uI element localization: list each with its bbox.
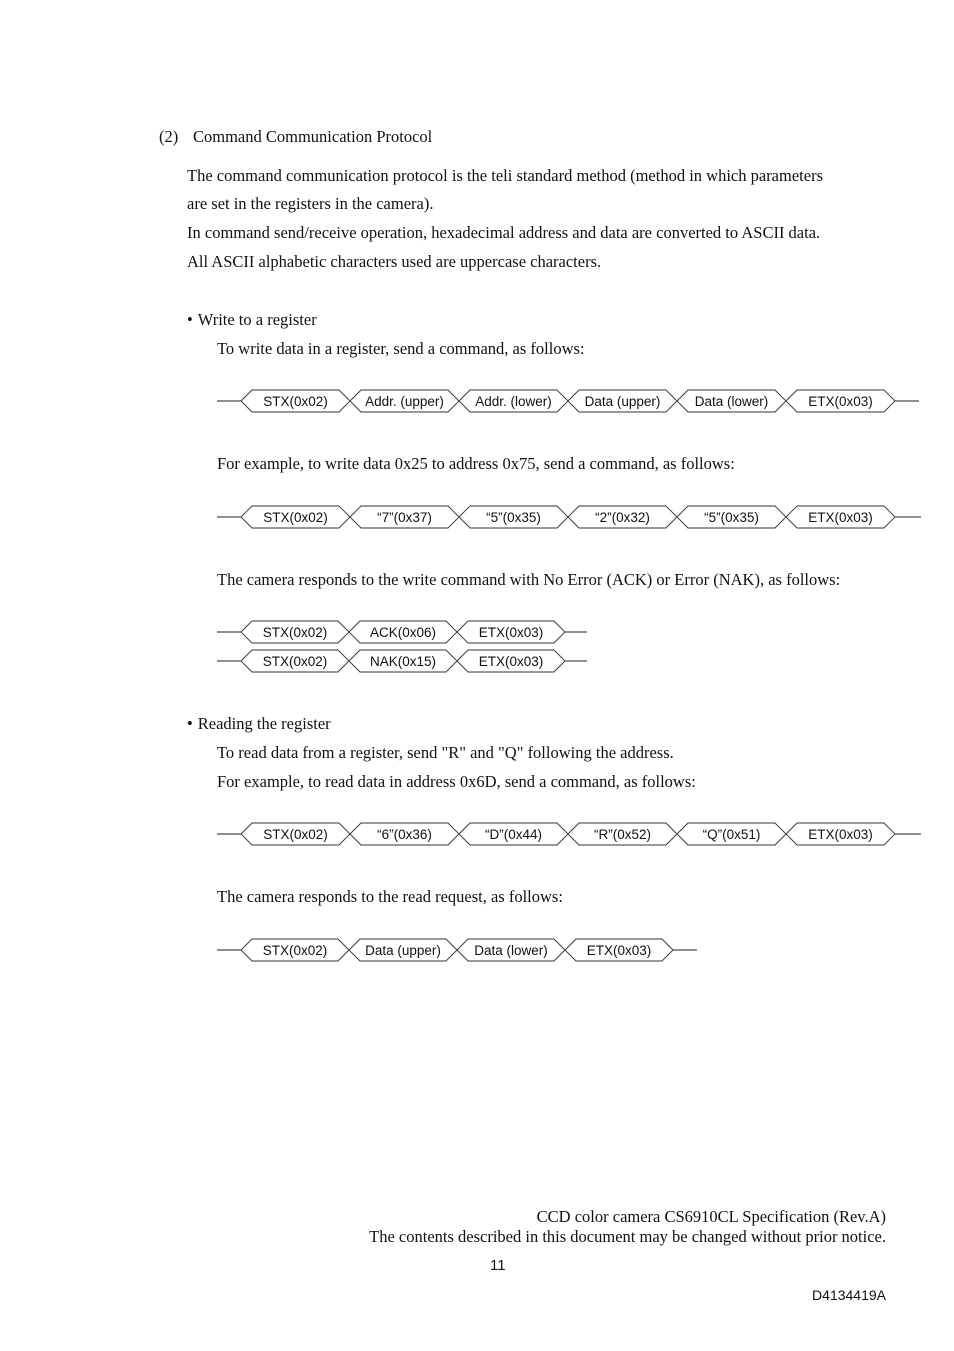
write-response-desc: The camera responds to the write command with No Error (ACK) or Error (NAK), as follows: xyxy=(217,570,841,589)
write-example-desc: For example, to write data 0x25 to address 0x75, send a command, as follows: xyxy=(217,454,735,473)
sequence-cell-label: “7”(0x37) xyxy=(377,510,432,525)
sequence-cell-label: “6”(0x36) xyxy=(377,827,432,842)
sequence-cell-label: Addr. (lower) xyxy=(475,394,552,409)
sequence-cell-label: ETX(0x03) xyxy=(586,943,652,958)
read-desc-1: To read data from a register, send "R" and "Q" following the address. xyxy=(217,743,674,762)
sequence-cell-label: NAK(0x15) xyxy=(369,654,437,669)
sequence-cell-label: ETX(0x03) xyxy=(808,510,873,525)
sequence-cell-label: STX(0x02) xyxy=(263,827,328,842)
sequence-cell-label: “5”(0x35) xyxy=(704,510,759,525)
sequence-cell-label: STX(0x02) xyxy=(262,654,328,669)
intro-line-1: The command communication protocol is the teli standard method (method in which parameters xyxy=(187,166,823,185)
sequence-cell-label: Data (lower) xyxy=(474,943,548,958)
section-title: Command Communication Protocol xyxy=(193,127,433,146)
sequence-cell-label: Data (upper) xyxy=(584,394,661,409)
sequence-cell-label: ETX(0x03) xyxy=(808,394,873,409)
section-number: (2) xyxy=(159,127,179,146)
read-response-desc: The camera responds to the read request, as follows: xyxy=(217,887,563,906)
sequence-cell-label: “2”(0x32) xyxy=(595,510,650,525)
document-id: D4134419A xyxy=(812,1287,886,1303)
sequence-cell-label: ETX(0x03) xyxy=(478,654,544,669)
footer-notice: The contents described in this document may be changed without prior notice. xyxy=(369,1227,886,1246)
read-heading-text: Reading the register xyxy=(197,714,331,733)
intro-line-3: In command send/receive operation, hexadecimal address and data are converted to ASCII data. xyxy=(187,223,821,242)
sequence-cell-label: Data (lower) xyxy=(694,394,769,409)
sequence-cell-label: STX(0x02) xyxy=(263,394,328,409)
intro-line-4: All ASCII alphabetic characters used are uppercase characters. xyxy=(187,252,602,271)
sequence-cell-label: Data (upper) xyxy=(365,943,441,958)
write-heading-text: Write to a register xyxy=(197,310,317,329)
sequence-cell-label: ETX(0x03) xyxy=(478,625,544,640)
sequence-cell-label: STX(0x02) xyxy=(263,510,328,525)
page-number: 11 xyxy=(490,1257,506,1274)
sequence-cell-label: ETX(0x03) xyxy=(808,827,873,842)
sequence-cell-label: “Q”(0x51) xyxy=(702,827,761,842)
sequence-cell-label: ACK(0x06) xyxy=(369,625,437,640)
sequence-cell-label: “5”(0x35) xyxy=(486,510,541,525)
read-desc-2: For example, to read data in address 0x6D, send a command, as follows: xyxy=(217,772,696,791)
footer-title: CCD color camera CS6910CL Specification (Rev.A) xyxy=(536,1207,886,1226)
bullet-icon: • xyxy=(187,310,193,329)
write-desc: To write data in a register, send a command, as follows: xyxy=(217,339,585,358)
intro-line-2: are set in the registers in the camera). xyxy=(187,194,434,213)
sequence-cell-label: “D”(0x44) xyxy=(484,827,543,842)
bullet-icon: • xyxy=(187,714,193,733)
sequence-cell-label: STX(0x02) xyxy=(262,943,328,958)
sequence-cell-label: “R”(0x52) xyxy=(593,827,652,842)
sequence-cell-label: Addr. (upper) xyxy=(365,394,444,409)
sequence-cell-label: STX(0x02) xyxy=(262,625,328,640)
